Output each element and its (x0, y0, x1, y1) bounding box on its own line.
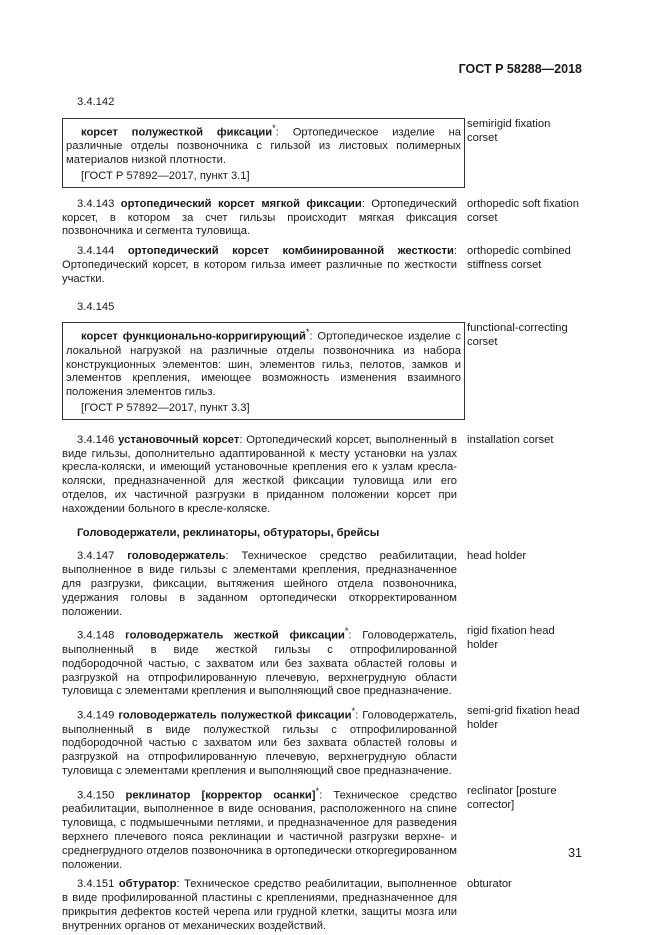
english-term: semi-grid fixation head holder (467, 705, 580, 731)
term-definition (62, 625, 457, 699)
english-term: reclinator [posture corrector] (467, 784, 557, 811)
entry-number: 3.4.142 (77, 96, 115, 108)
term-entry (62, 198, 582, 239)
term-star: * (272, 122, 276, 133)
term-definition (62, 878, 457, 933)
term-definition-box (62, 118, 465, 188)
definition: : Техническое средство реабилитации, выполненное в виде основания, расположенного на спине туловища, с подмышечными петлями, и предназначенное для разведения верхнего плечевого пояса реклинации и частичной разгрузки верхне- и среднегрудного отделов позвоночника в ортопедически откорregированном положении. (62, 789, 458, 871)
english-term: obturator (467, 878, 512, 891)
term-star: * (351, 706, 356, 717)
term-entry (62, 434, 582, 517)
definition: : Головодержатель, выполненный в виде полужесткой гильзы с отпрофилированной подбородочной частью с захватом или без захвата областей головы и разгрузкой на отпрофилированную плечевую, верхнегрудную области туловища с элементами крепления и выполняющий свое предназначение. (62, 709, 457, 778)
entry-number: 3.4.144 (77, 245, 115, 258)
entry-number: 3.4.147 (77, 550, 115, 563)
definition: : Ортопедический корсет, выполненный в виде гильзы, дополнительно адаптированной к месту установки на узлах кресла-коляски, и имеющий установочные крепления его к узлам кресла-коляски, предназначенной для жесткой фиксации туловища или его отделов, их частичной разгрузки в приданном положении корсет при нахождении больного в кресле-коляске. (62, 433, 457, 515)
english-term: semirigid fixation corset (467, 117, 551, 144)
entry-number: 3.4.148 (77, 630, 115, 643)
english-term: installation corset (467, 433, 554, 446)
term-entry (62, 878, 582, 933)
term: обтуратор (118, 878, 177, 891)
term-definition (62, 434, 457, 517)
document-header: ГОСТ Р 58288—2018 (458, 62, 582, 76)
term-star: * (305, 327, 310, 338)
definition: : Ортопедическое изделие на различные отделы позвоночника с гильзой из листовых полимерных материалов низкой плотности. (66, 126, 461, 167)
term-entry (62, 625, 582, 699)
entry-number: 3.4.146 (77, 433, 115, 446)
term-entry (62, 550, 582, 619)
reference: [ГОСТ Р 57892—2017, пункт 3.1] (81, 169, 250, 182)
section-title: Головодержатели, реклинаторы, обтураторы, брейсы (77, 526, 380, 539)
term: реклинатор [корректор осанки] (125, 789, 316, 802)
term: головодержатель (127, 550, 226, 563)
english-term: functional-correcting corset (467, 322, 568, 349)
term-definition (62, 550, 457, 619)
term: ортопедический корсет мягкой фиксации (120, 197, 362, 210)
term-definition (62, 245, 457, 286)
definition: : Ортопедическое изделие с локальной нагрузкой на различные отделы позвоночника из набора конструкционных элементов: шин, элементов гильз, пелотов, замков и элементов крепления, имеющее возможность изменения взаимного положения элементов гильз. (66, 331, 461, 399)
term: головодержатель полужесткой фиксации (118, 709, 352, 722)
term-entry (62, 322, 582, 420)
term-definition (62, 785, 457, 873)
term: корсет полужесткой фиксации (81, 126, 273, 139)
term-entry (62, 118, 582, 188)
entry-number: 3.4.149 (77, 709, 115, 722)
page-number: 31 (568, 846, 582, 860)
definition: : Головодержатель, выполненный в виде жесткой гильзы с отпрофилированной подбородочной частью, с захватом или без захвата областей головы и разгрузкой на отпрофилированную плечевую, верхнегрудную области туловища с элементами крепления и выполняющий свое предназначение. (62, 630, 458, 698)
page-content (62, 96, 582, 934)
term-star: * (344, 626, 349, 637)
entry-number: 3.4.150 (77, 789, 115, 802)
definition: : Техническое средство реабилитации, выполненное в виде гильзы с элементами крепления, предназначенное для разгрузки, фиксации, вытяжения шейного отдела позвоночника, удержания головы в заданном ортопедически откорректированном положении. (62, 550, 458, 618)
term-definition (62, 198, 457, 239)
term-entry (62, 705, 582, 779)
term-entry (62, 245, 582, 286)
term-star: * (315, 785, 320, 796)
english-term: rigid fixation head holder (467, 625, 555, 652)
definition: : Ортопедический корсет, в котором гильза имеет различные по жесткости участки. (62, 245, 457, 285)
entry-number: 3.4.151 (77, 878, 115, 891)
definition-paragraph (66, 122, 461, 168)
entry-number: 3.4.145 (77, 300, 115, 313)
definition: : Ортопедический корсет, в котором за счет гильзы происходит мягкая фиксация позвоночника и сегмента туловища. (62, 197, 458, 238)
term-entry (62, 785, 582, 873)
reference: [ГОСТ Р 57892—2017, пункт 3.3] (81, 402, 250, 415)
definition: : Техническое средство реабилитации, выполненное в виде профилированной пластины с креплениями, предназначенное для прикрытия дефектов костей черепа или грудной клетки, защиты мозга или внутренних органов от механических воздействий. (62, 878, 458, 932)
english-term: head holder (467, 550, 527, 563)
term-definition-box (62, 322, 465, 420)
english-term: orthopedic soft fixation corset (467, 197, 579, 224)
term-definition (62, 705, 457, 779)
term: ортопедический корсет комбинированной жесткости (127, 245, 454, 258)
term: головодержатель жесткой фиксации (125, 630, 345, 643)
term: установочный корсет (118, 433, 240, 446)
english-term: orthopedic combined stiffness corset (467, 245, 571, 271)
entry-number: 3.4.143 (77, 197, 115, 210)
term: корсет функционально-корригирующий (81, 331, 306, 344)
